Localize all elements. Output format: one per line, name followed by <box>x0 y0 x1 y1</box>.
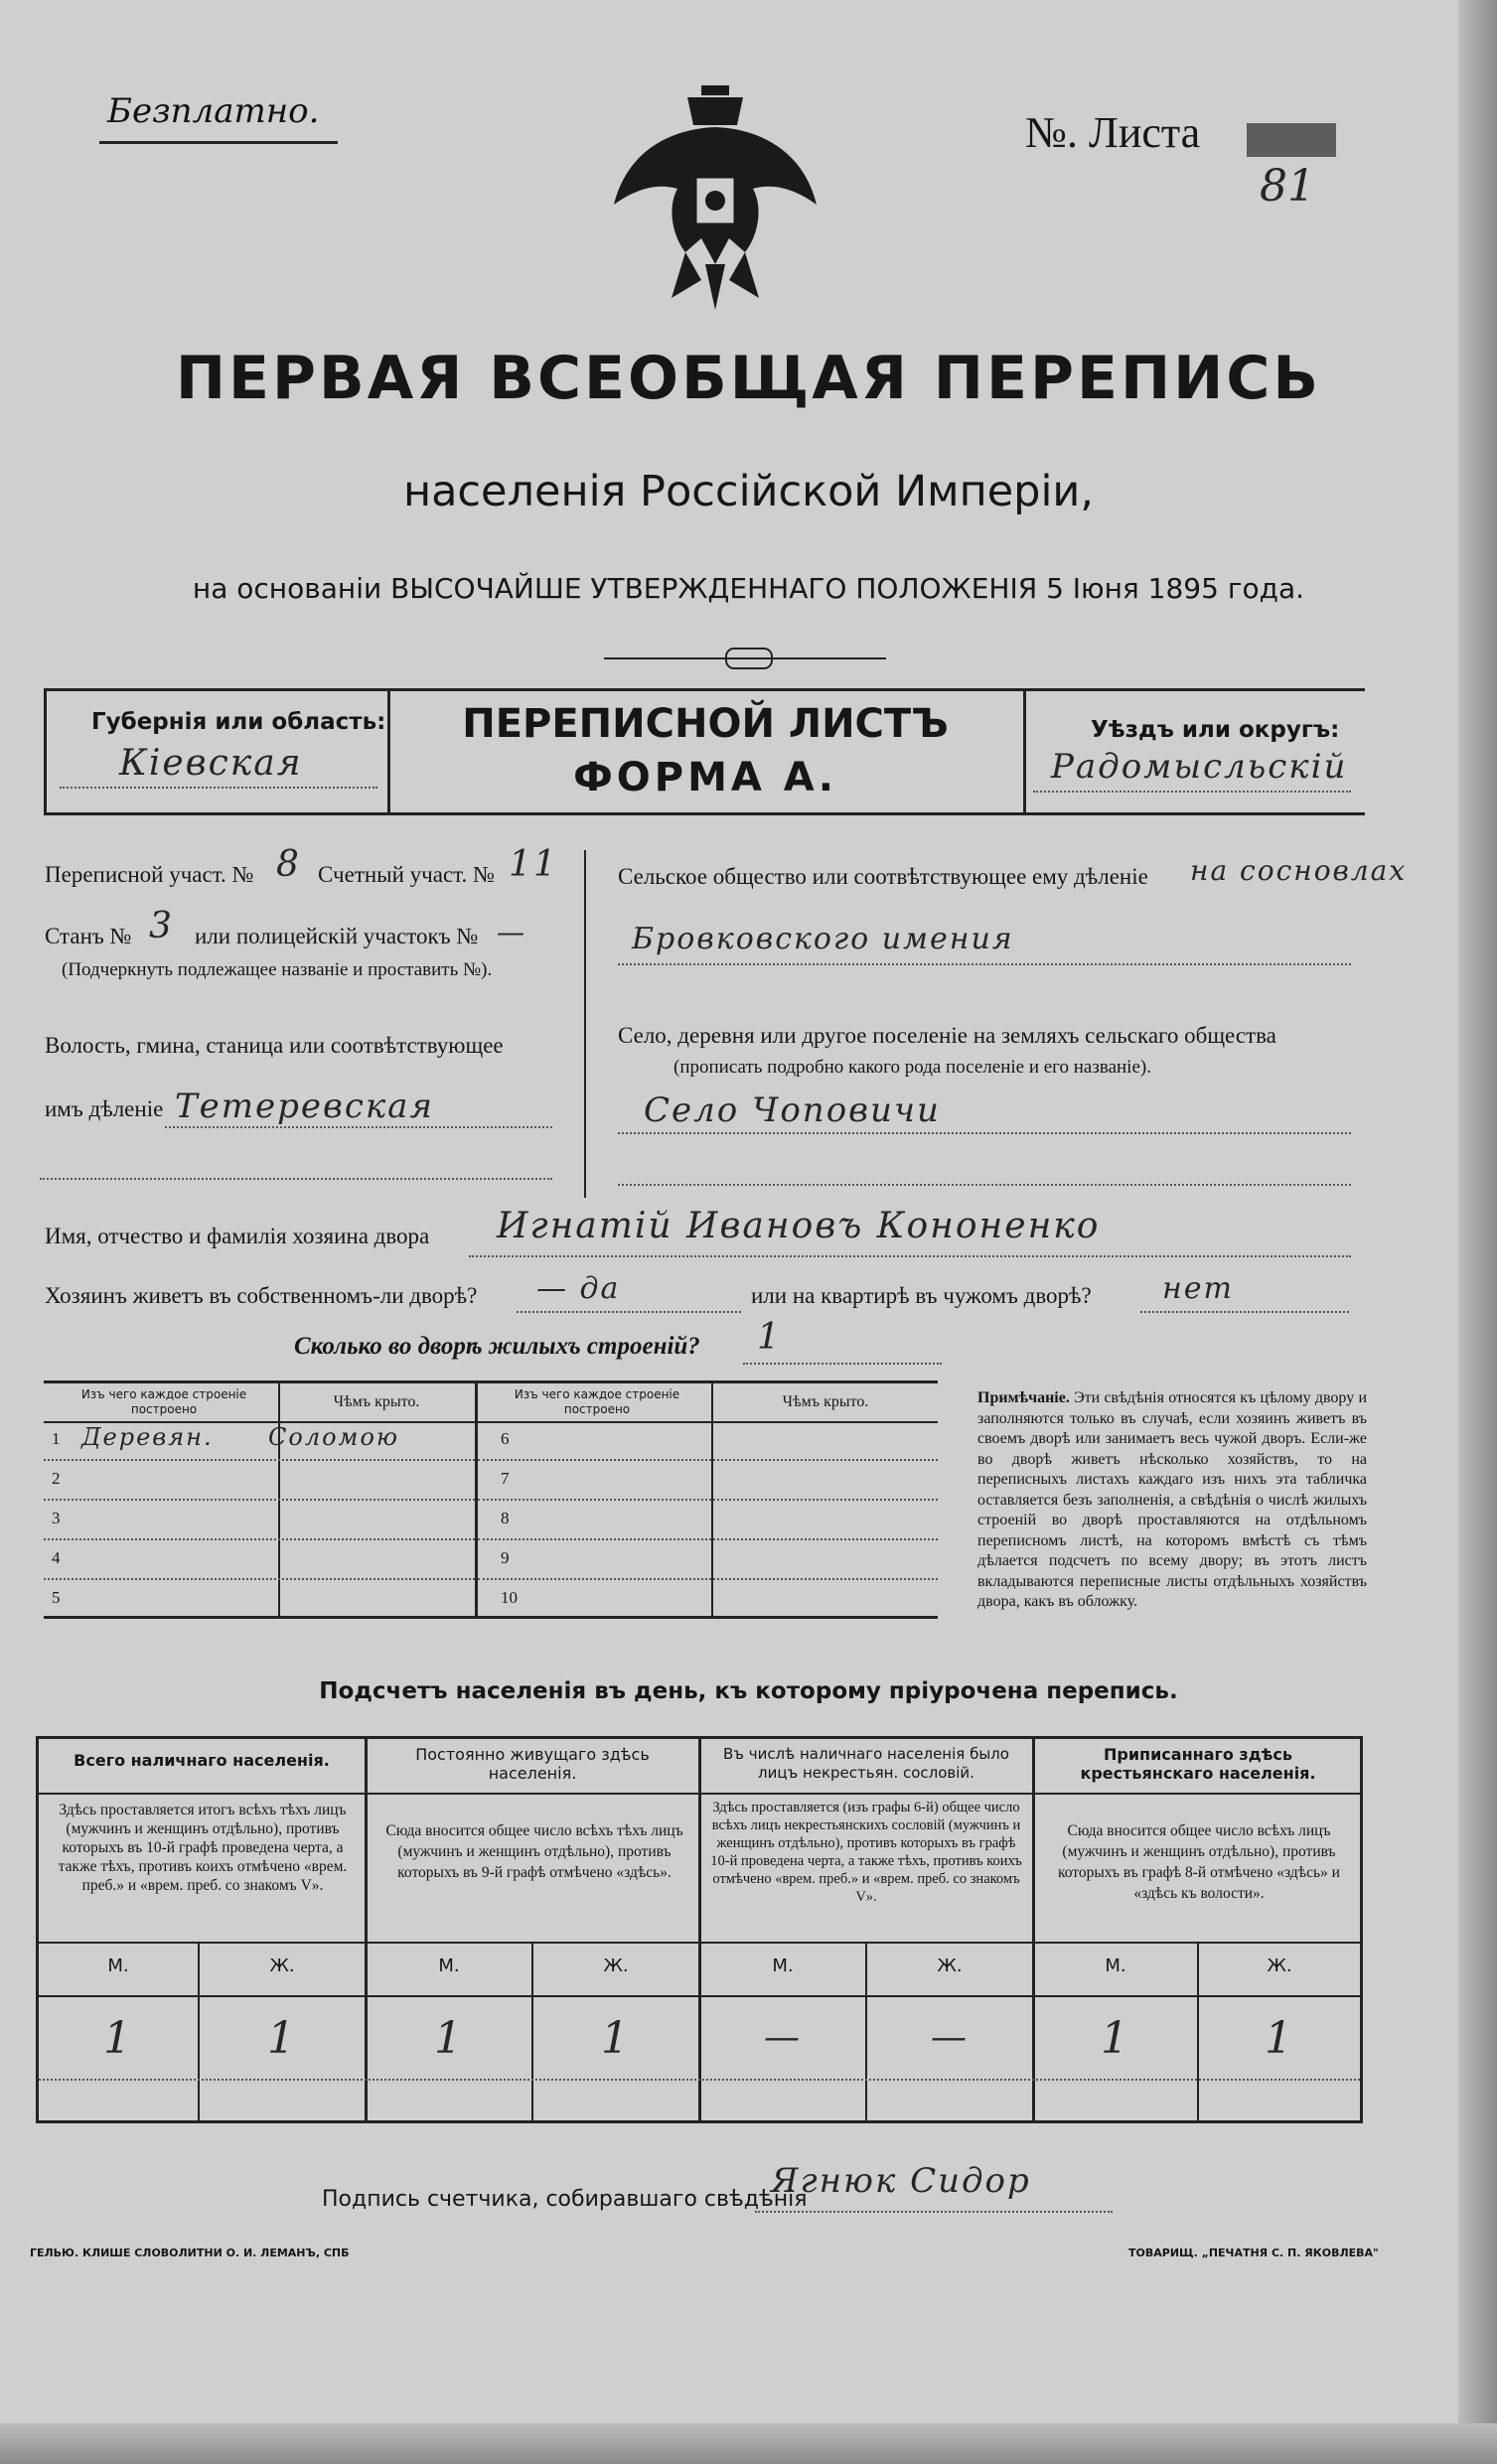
signature-value: Ягнюк Сидор <box>771 2161 1031 2201</box>
table-row-line <box>44 1499 475 1501</box>
sheet-number-label: №. Листа <box>1025 108 1201 157</box>
uezd-line <box>1033 791 1351 793</box>
table-row-num: 5 <box>52 1588 61 1607</box>
own-yard-label: Хозяинъ живетъ въ собственномъ-ли дворѣ? <box>45 1283 478 1308</box>
population-permanent-f-label: Ж. <box>603 1956 629 1976</box>
uezd-value: Радомысльскій <box>1051 747 1348 787</box>
underline-note: (Подчеркнуть подлежащее названіе и проставить №). <box>62 959 493 980</box>
population-peasant-m-label: М. <box>1105 1956 1126 1976</box>
uezd-label: Уѣздъ или округъ: <box>1091 717 1340 743</box>
population-col-peasant-title: Приписаннаго здѣсь крестьянскаго населенія. <box>1080 1745 1316 1783</box>
volost-value: Тетеревская <box>175 1087 434 1126</box>
population-mf-rule <box>39 1995 1360 1997</box>
table-row-num: 2 <box>52 1469 61 1488</box>
population-col-total-desc: Здѣсь проставляется итогъ всѣхъ тѣхъ лицъ (мужчинъ и женщинъ отдѣльно), противъ которыхъ въ 10-й графѣ проведена черта, а также тѣхъ, противъ коихъ отмѣчено «врем. преб.» и «врем. преб. со знакомъ V». <box>58 1802 348 1894</box>
table-row-num: 9 <box>501 1548 510 1567</box>
society-value-1: на сосновлах <box>1190 854 1408 887</box>
col-built-header-right: Изъ чего каждое строеніе построено <box>514 1387 680 1416</box>
table-row-num: 7 <box>501 1469 510 1488</box>
village-value: Село Чоповичи <box>644 1090 941 1130</box>
table-row-line <box>478 1459 938 1461</box>
population-col-nonpeasant-desc: Здѣсь проставляется (изъ графы 6-й) общее число всѣхъ лицъ некрестьянскихъ сословій (мужчинъ и женщинъ отдѣльно), противъ которыхъ въ графѣ 10-й проведена черта, а также тѣхъ, противъ коихъ отмѣчено «врем. преб.» и «врем. преб. со знакомъ V». <box>710 1800 1022 1905</box>
sheet-number-value: 81 <box>1260 161 1315 212</box>
guberniya-line <box>60 787 377 789</box>
form-subtitle: ФОРМА А. <box>573 755 837 800</box>
population-peasant-m-value: 1 <box>1101 2013 1130 2064</box>
population-col-peasant-desc: Сюда вносится общее число всѣхъ лицъ (мужчинъ и женщинъ отдѣльно), противъ которыхъ въ графѣ 8-й отмѣчено «здѣсь» и «здѣсь къ волости». <box>1058 1822 1340 1902</box>
population-total-f-value: 1 <box>267 2013 297 2064</box>
population-heading: Подсчетъ населенія въ день, къ которому пріурочена перепись. <box>319 1678 1178 1704</box>
guberniya-label: Губернія или область: <box>91 709 386 735</box>
table-row-line <box>44 1538 475 1540</box>
table-row-line <box>44 1459 475 1461</box>
table-row-line <box>478 1538 938 1540</box>
note-block <box>977 1388 1367 1613</box>
population-nonpeasant-f-value: — <box>931 2017 969 2058</box>
count-area-label: Счетный участ. № <box>318 862 495 887</box>
guberniya-value: Кіевская <box>119 743 303 784</box>
population-peasant-f-label: Ж. <box>1267 1956 1292 1976</box>
own-yard-value: — да <box>536 1271 621 1306</box>
census-area-value: 8 <box>276 844 301 885</box>
population-col-permanent-desc: Сюда вносится общее число всѣхъ тѣхъ лицъ (мужчинъ и женщинъ отдѣльно), противъ которыхъ въ 9-й графѣ отмѣчено «здѣсь». <box>385 1822 683 1881</box>
col-built-header-left: Изъ чего каждое строеніе построено <box>80 1387 247 1416</box>
table-row-line <box>478 1578 938 1580</box>
society-line <box>618 963 1351 965</box>
society-label: Сельское общество или соотвѣтствующее ему дѣленіе <box>618 864 1148 889</box>
imperial-eagle-emblem <box>606 85 824 314</box>
society-value-2: Бровковского имения <box>632 922 1014 956</box>
main-title: ПЕРВАЯ ВСЕОБЩАЯ ПЕРЕПИСЬ <box>175 344 1322 413</box>
stan-value: 3 <box>149 906 174 946</box>
volost-label-2: имъ дѣленіе <box>45 1096 164 1121</box>
table-row-line <box>44 1578 475 1580</box>
signature-line <box>755 2211 1113 2213</box>
table-cell-built: Деревян. <box>81 1423 214 1451</box>
volost-line-2 <box>40 1178 552 1180</box>
population-nonpeasant-m-label: М. <box>772 1956 794 1976</box>
population-col-permanent-title: Постоянно живущаго здѣсь населенія. <box>415 1745 650 1783</box>
region-bottom-rule <box>44 812 1365 815</box>
rented-line <box>1140 1311 1349 1313</box>
rented-label: или на квартирѣ въ чужомъ дворѣ? <box>751 1283 1092 1308</box>
volost-line-1 <box>165 1126 552 1128</box>
note-text: Эти свѣдѣнія относятся къ цѣлому двору и заполняются только въ случаѣ, если хозяинъ живетъ въ своемъ дворѣ или занимаетъ весь чужой дворъ. Если-же во дворѣ живетъ нѣсколько хозяйствъ, то на переписныхъ листахъ каждаго изъ нихъ эта табличка оставляется безъ заполненія, а свѣдѣнія о числѣ жилыхъ строеній во дворѣ проставляются на отдѣльномъ переписномъ листѣ, на которомъ вмѣстѣ съ тѣмъ дѣлается подсчетъ по всему двору; въ этотъ листъ вкладываются переписные листы отдѣльныхъ хозяйствъ двора, какъ въ обложку. <box>977 1389 1368 1610</box>
population-peasant-f-value: 1 <box>1265 2013 1294 2064</box>
free-label: Безплатно. <box>107 91 320 131</box>
table-row-num: 1 <box>52 1429 61 1448</box>
population-total-m-label: М. <box>107 1956 129 1976</box>
village-label: Село, деревня или другое поселеніе на земляхъ сельскаго общества <box>618 1023 1276 1048</box>
buildings-table <box>44 1380 938 1619</box>
population-col-nonpeasant-title: Въ числѣ наличнаго населенія было лицъ некрестьян. сословій. <box>723 1745 1009 1782</box>
col-roof-header-left: Чѣмъ крыто. <box>333 1393 420 1410</box>
population-permanent-m-label: М. <box>438 1956 460 1976</box>
police-area-label: или полицейскій участокъ № <box>195 924 479 948</box>
printer-right: ТОВАРИЩ. „ПЕЧАТНЯ С. П. ЯКОВЛЕВА" <box>1128 2247 1379 2259</box>
population-permanent-f-value: 1 <box>601 2013 631 2064</box>
table-row-num: 3 <box>52 1509 61 1527</box>
population-nonpeasant-m-value: — <box>764 2017 802 2058</box>
subtitle: населенія Россійской Имперіи, <box>402 467 1095 516</box>
legal-basis: на основаніи ВЫСОЧАЙШЕ УТВЕРЖДЕННАГО ПОЛОЖЕНІЯ 5 Іюня 1895 года. <box>192 572 1305 605</box>
printer-left: ГЕЛЬЮ. КЛИШЕ СЛОВОЛИТНИ О. И. ЛЕМАНЪ, СПБ <box>30 2247 350 2259</box>
rented-value: нет <box>1162 1271 1234 1306</box>
signature-label: Подпись счетчика, собиравшаго свѣдѣнія <box>322 2187 808 2212</box>
village-line-1 <box>618 1132 1351 1134</box>
village-note: (прописать подробно какого рода поселеніе и его названіе). <box>674 1057 1151 1078</box>
region-top-rule <box>44 688 1365 691</box>
form-title: ПЕРЕПИСНОЙ ЛИСТЪ <box>462 701 949 747</box>
owner-line <box>469 1255 1351 1257</box>
census-area-label: Переписной участ. № <box>45 862 254 887</box>
table-row-num: 8 <box>501 1509 510 1527</box>
buildings-label: Сколько во дворѣ жилыхъ строеній? <box>294 1333 700 1360</box>
police-area-value: — <box>497 916 526 948</box>
volost-label: Волость, гмина, станица или соотвѣтствующее <box>45 1033 504 1058</box>
population-col-total-title: Всего наличнаго населенія. <box>74 1751 330 1770</box>
note-title: Примѣчаніе. <box>977 1389 1070 1406</box>
population-table <box>36 1736 1363 2123</box>
region-left-rule <box>44 688 47 812</box>
region-mid-rule-2 <box>1023 688 1026 812</box>
table-row-num: 6 <box>501 1429 510 1448</box>
population-nonpeasant-f-label: Ж. <box>937 1956 963 1976</box>
bottom-paper-edge <box>0 2423 1497 2464</box>
stan-label: Станъ № <box>45 924 132 948</box>
buildings-value: 1 <box>757 1317 782 1358</box>
village-line-2 <box>618 1184 1351 1186</box>
owner-label: Имя, отчество и фамилія хозяина двора <box>45 1224 430 1248</box>
free-label-underline <box>99 141 338 144</box>
count-area-value: 11 <box>509 844 558 885</box>
table-row-num: 4 <box>52 1548 61 1567</box>
field-column-divider <box>584 850 586 1198</box>
population-permanent-m-value: 1 <box>434 2013 464 2064</box>
own-yard-line <box>517 1311 741 1313</box>
table-cell-roof: Соломою <box>268 1423 400 1451</box>
population-total-m-value: 1 <box>103 2013 133 2064</box>
population-title-rule <box>39 1793 1360 1795</box>
population-desc-rule <box>39 1942 1360 1944</box>
buildings-line <box>743 1363 942 1365</box>
owner-value: Игнатій Ивановъ Кононенко <box>497 1206 1101 1246</box>
sheet-number-box <box>1247 123 1336 157</box>
population-value-line <box>39 2079 1360 2081</box>
crown-icon <box>701 85 729 95</box>
col-roof-header-right: Чѣмъ крыто. <box>782 1393 869 1410</box>
table-row-line <box>478 1499 938 1501</box>
table-row-num: 10 <box>501 1588 518 1607</box>
population-total-f-label: Ж. <box>269 1956 295 1976</box>
ornament-center <box>725 648 773 669</box>
population-col-rule <box>698 1739 701 2120</box>
